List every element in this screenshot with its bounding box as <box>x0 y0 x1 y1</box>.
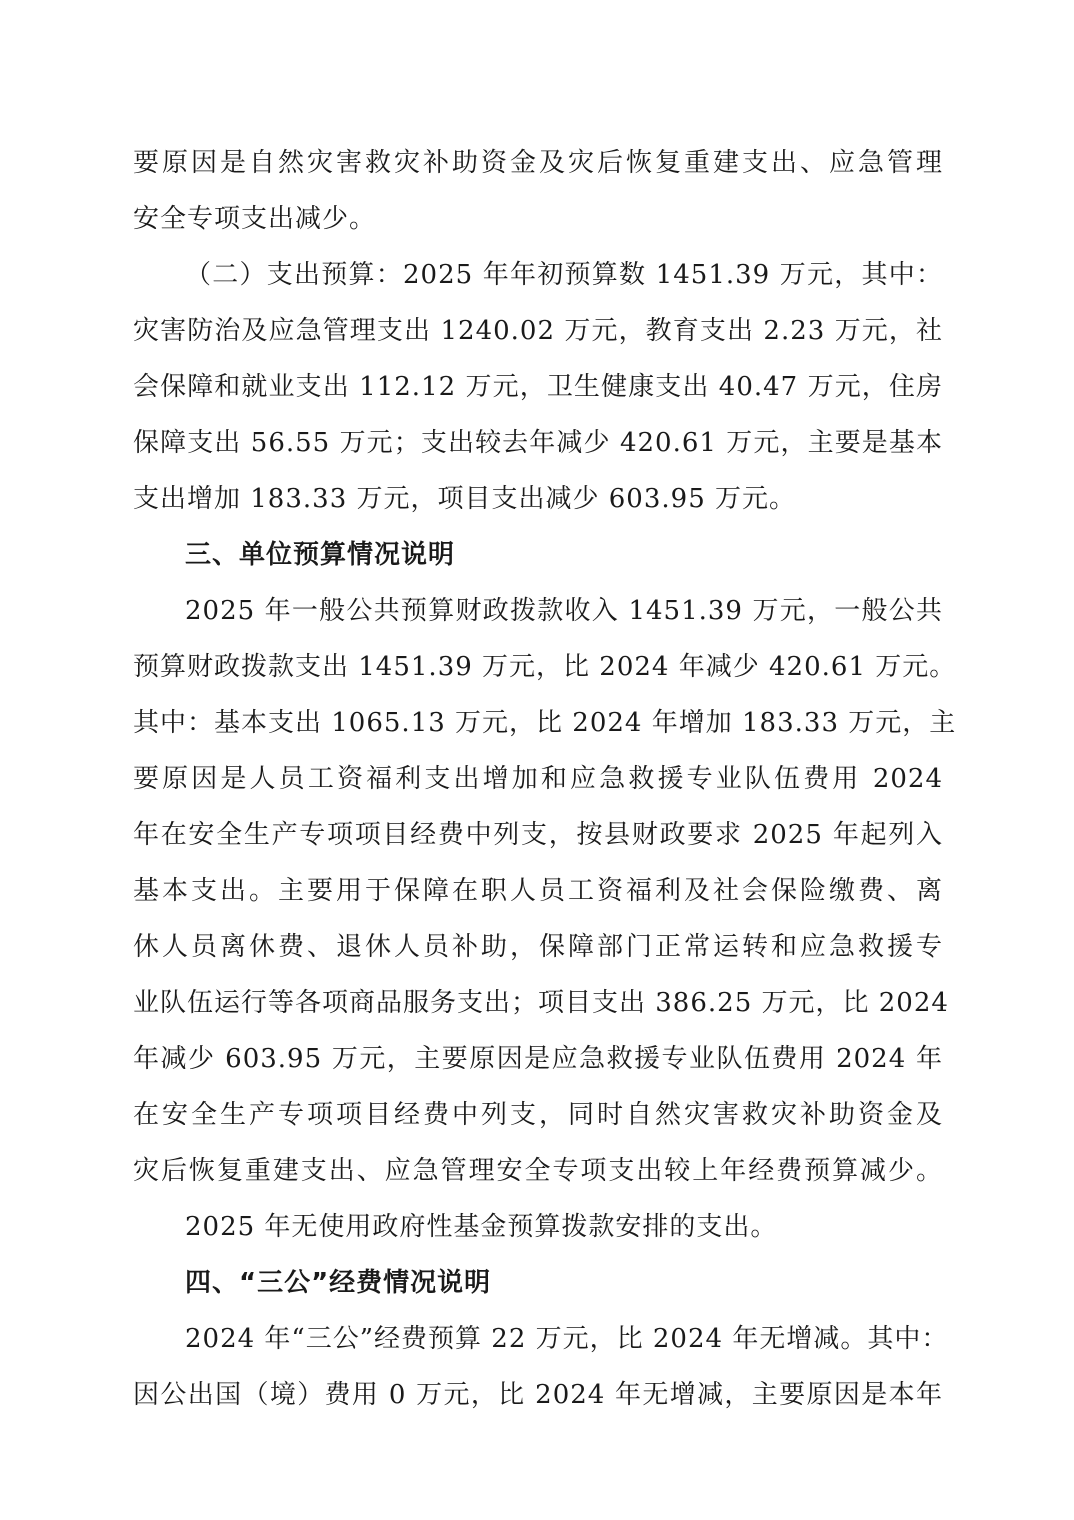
text-line: 安全专项支出减少。 <box>133 204 377 234</box>
text-line: 因公出国（境）费用 0 万元，比 2024 年无增减，主要原因是本年 <box>133 1380 943 1410</box>
text-line: 休人员离休费、退休人员补助，保障部门正常运转和应急救援专 <box>133 932 943 962</box>
text-line: 支出增加 183.33 万元，项目支出减少 603.95 万元。 <box>133 484 797 514</box>
text-line: 在安全生产专项项目经费中列支，同时自然灾害救灾补助资金及 <box>133 1100 943 1130</box>
text-line: 预算财政拨款支出 1451.39 万元，比 2024 年减少 420.61 万元。 <box>133 652 957 682</box>
section-heading: 三、单位预算情况说明 <box>185 540 456 570</box>
text-line: 其中：基本支出 1065.13 万元，比 2024 年增加 183.33 万元，主 <box>133 708 957 738</box>
text-line: 要原因是人员工资福利支出增加和应急救援专业队伍费用 2024 <box>133 764 943 794</box>
text-line: （二）支出预算：2025 年年初预算数 1451.39 万元，其中： <box>185 260 943 290</box>
text-line: 灾害防治及应急管理支出 1240.02 万元，教育支出 2.23 万元，社 <box>133 316 943 346</box>
text-line: 年在安全生产专项项目经费中列支，按县财政要求 2025 年起列入 <box>133 820 943 850</box>
text-line: 2025 年无使用政府性基金预算拨款安排的支出。 <box>185 1212 778 1242</box>
text-line: 业队伍运行等各项商品服务支出；项目支出 386.25 万元，比 2024 <box>133 988 949 1018</box>
text-line: 基本支出。主要用于保障在职人员工资福利及社会保险缴费、离 <box>133 876 943 906</box>
text-line: 要原因是自然灾害救灾补助资金及灾后恢复重建支出、应急管理 <box>133 148 943 178</box>
section-heading: 四、“三公”经费情况说明 <box>185 1268 492 1298</box>
text-line: 2024 年“三公”经费预算 22 万元，比 2024 年无增减。其中： <box>185 1324 949 1354</box>
text-line: 年减少 603.95 万元，主要原因是应急救援专业队伍费用 2024 年 <box>133 1044 943 1074</box>
text-line: 灾后恢复重建支出、应急管理安全专项支出较上年经费预算减少。 <box>133 1156 943 1186</box>
text-line: 会保障和就业支出 112.12 万元，卫生健康支出 40.47 万元，住房 <box>133 372 943 402</box>
text-line: 保障支出 56.55 万元；支出较去年减少 420.61 万元，主要是基本 <box>133 428 943 458</box>
text-line: 2025 年一般公共预算财政拨款收入 1451.39 万元，一般公共 <box>185 596 943 626</box>
